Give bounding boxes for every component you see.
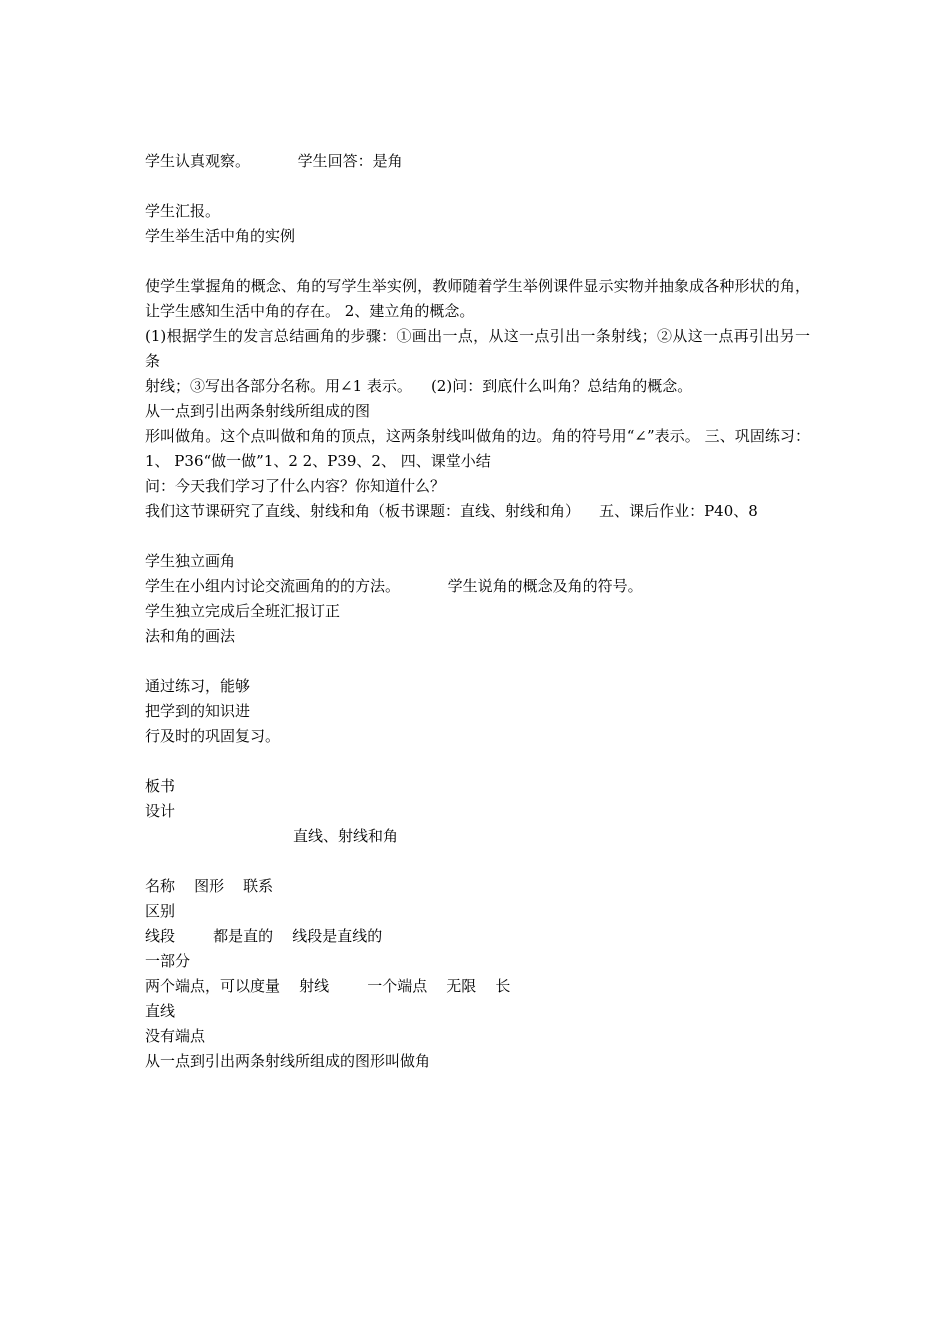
homework-line: 我们这节课研究了直线、射线和角（板书课题：直线、射线和角） 五、课后作业：P40、8	[145, 502, 758, 520]
segment-row-line: 线段 都是直的 线段是直线的	[145, 927, 383, 945]
blank-line	[145, 174, 810, 199]
board-title: 直线、射线和角	[293, 827, 399, 845]
real-life-examples-line: 学生举生活中角的实例	[145, 227, 296, 245]
practice-purpose-line-2: 把学到的知识进	[145, 702, 251, 720]
definition-start-line: 从一点到引出两条射线所组成的图	[145, 402, 371, 420]
practice-purpose-line-1: 通过练习，能够	[145, 677, 251, 695]
angle-concept-paragraph: 使学生掌握角的概念、角的写学生举实例，教师随着学生举例课件显示实物并抽象成各种形状的角，让学生感知生活中角的存在。 2、建立角的概念。	[145, 277, 810, 320]
draw-angle-line: 学生独立画角	[145, 552, 236, 570]
line-row-endpoints: 没有端点	[145, 1027, 206, 1045]
observe-answer-line: 学生认真观察。 学生回答：是角	[145, 152, 403, 170]
table-header-difference: 区别	[145, 902, 176, 920]
blank-line	[145, 249, 810, 274]
document-body	[145, 149, 810, 1074]
ray-naming-line: 射线；③写出各部分名称。用∠1 表示。 (2)问：到底什么叫角？总结角的概念。	[145, 377, 693, 395]
definition-practice-paragraph: 形叫做角。这个点叫做和角的顶点，这两条射线叫做角的边。角的符号用“∠”表示。 三、巩固练习： 1、 P36“做一做”1、2 2、P39、2、 四、课堂小结	[145, 427, 810, 470]
line-row-label: 直线	[145, 1002, 176, 1020]
student-report-line: 学生汇报。	[145, 202, 221, 220]
angle-definition-line: 从一点到引出两条射线所组成的图形叫做角	[145, 1052, 431, 1070]
blank-line	[145, 649, 810, 674]
board-design-label-2: 设计	[145, 802, 176, 820]
summary-question-line: 问：今天我们学习了什么内容？你知道什么？	[145, 477, 446, 495]
segment-row-cont: 一部分	[145, 952, 191, 970]
board-design-label-1: 板书	[145, 777, 176, 795]
drawing-method-line: 法和角的画法	[145, 627, 236, 645]
blank-line	[145, 524, 810, 549]
ray-row-line: 两个端点，可以度量 射线 一个端点 无限 长	[145, 977, 511, 995]
blank-line	[145, 849, 810, 874]
drawing-steps-paragraph: (1)根据学生的发言总结画角的步骤：①画出一点，从这一点引出一条射线；②从这一点再引出另一条	[145, 327, 810, 370]
class-report-line: 学生独立完成后全班汇报订正	[145, 602, 341, 620]
table-header-line: 名称 图形 联系	[145, 877, 274, 895]
group-discussion-line: 学生在小组内讨论交流画角的的方法。 学生说角的概念及角的符号。	[145, 577, 643, 595]
blank-line	[145, 749, 810, 774]
practice-purpose-line-3: 行及时的巩固复习。	[145, 727, 281, 745]
